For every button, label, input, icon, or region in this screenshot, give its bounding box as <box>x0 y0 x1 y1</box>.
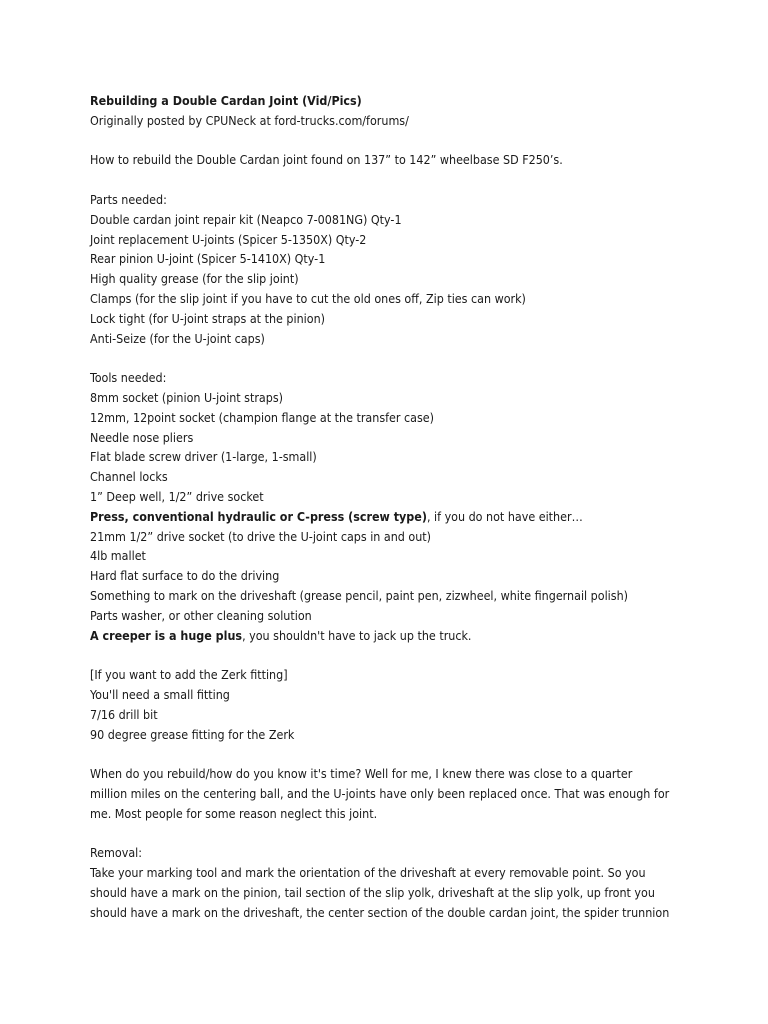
removal-heading: Removal: <box>90 845 143 861</box>
parts-heading: Parts needed: <box>90 191 167 207</box>
parts-item: Lock tight (for U-joint straps at the pinion) <box>90 310 325 326</box>
tools-item: Flat blade screw driver (1-large, 1-small) <box>90 449 317 465</box>
creeper-rest-text: , you shouldn't have to jack up the truck. <box>242 627 472 643</box>
tools-item-press <box>90 507 750 527</box>
document-page <box>90 91 750 922</box>
parts-list <box>90 210 750 349</box>
parts-item: Double cardan joint repair kit (Neapco 7-0081NG) Qty-1 <box>90 211 402 227</box>
removal-paragraph <box>90 863 750 922</box>
tools-item: 21mm 1/2” drive socket (to drive the U-joint caps in and out) <box>90 528 432 544</box>
creeper-bold-text: A creeper is a huge plus <box>90 627 243 643</box>
tools-item: 12mm, 12point socket (champion flange at the transfer case) <box>90 409 435 425</box>
tools-item: Needle nose pliers <box>90 429 194 445</box>
paragraph-line: should have a mark on the pinion, tail section of the slip yolk, driveshaft at the slip yolk, up front you <box>90 884 655 900</box>
parts-item: Rear pinion U-joint (Spicer 5-1410X) Qty-1 <box>90 251 326 267</box>
tools-list <box>90 388 750 645</box>
parts-item: Joint replacement U-joints (Spicer 5-1350X) Qty-2 <box>90 231 367 247</box>
paragraph-line: When do you rebuild/how do you know it's time? Well for me, I knew there was close to a quarter <box>90 766 633 782</box>
tools-item: Hard flat surface to do the driving <box>90 568 280 584</box>
tools-item: 8mm socket (pinion U-joint straps) <box>90 389 283 405</box>
paragraph-line: Take your marking tool and mark the orientation of the driveshaft at every removable point. So you <box>90 865 646 881</box>
zerk-line: 7/16 drill bit <box>90 706 158 722</box>
paragraph-line: should have a mark on the driveshaft, the center section of the double cardan joint, the spider trunnion <box>90 904 670 920</box>
byline: Originally posted by CPUNeck at ford-trucks.com/forums/ <box>90 112 409 128</box>
zerk-line: 90 degree grease fitting for the Zerk <box>90 726 295 742</box>
tools-item: Something to mark on the driveshaft (grease pencil, paint pen, zizwheel, white fingernail polish) <box>90 587 628 603</box>
tools-item: Channel locks <box>90 469 168 485</box>
tools-item: 4lb mallet <box>90 548 146 564</box>
tools-item-creeper <box>90 626 750 646</box>
zerk-line: You'll need a small fitting <box>90 686 230 702</box>
intro-text: How to rebuild the Double Cardan joint found on 137” to 142” wheelbase SD F250’s. <box>90 152 563 168</box>
parts-item: High quality grease (for the slip joint) <box>90 271 299 287</box>
press-bold-text: Press, conventional hydraulic or C-press (screw type) <box>90 508 427 524</box>
tools-item: Parts washer, or other cleaning solution <box>90 607 312 623</box>
parts-item: Clamps (for the slip joint if you have to cut the old ones off, Zip ties can work) <box>90 290 526 306</box>
rebuild-paragraph <box>90 764 750 823</box>
parts-item: Anti-Seize (for the U-joint caps) <box>90 330 265 346</box>
zerk-section <box>90 665 750 744</box>
document-title: Rebuilding a Double Cardan Joint (Vid/Pics) <box>90 93 362 108</box>
press-rest-text: , if you do not have either… <box>426 508 583 524</box>
tools-item: 1” Deep well, 1/2” drive socket <box>90 488 264 504</box>
tools-heading: Tools needed: <box>90 370 167 386</box>
paragraph-line: million miles on the centering ball, and the U-joints have only been replaced once. That was enough for <box>90 785 670 801</box>
paragraph-line: me. Most people for some reason neglect this joint. <box>90 805 378 821</box>
zerk-line: [If you want to add the Zerk fitting] <box>90 667 288 683</box>
